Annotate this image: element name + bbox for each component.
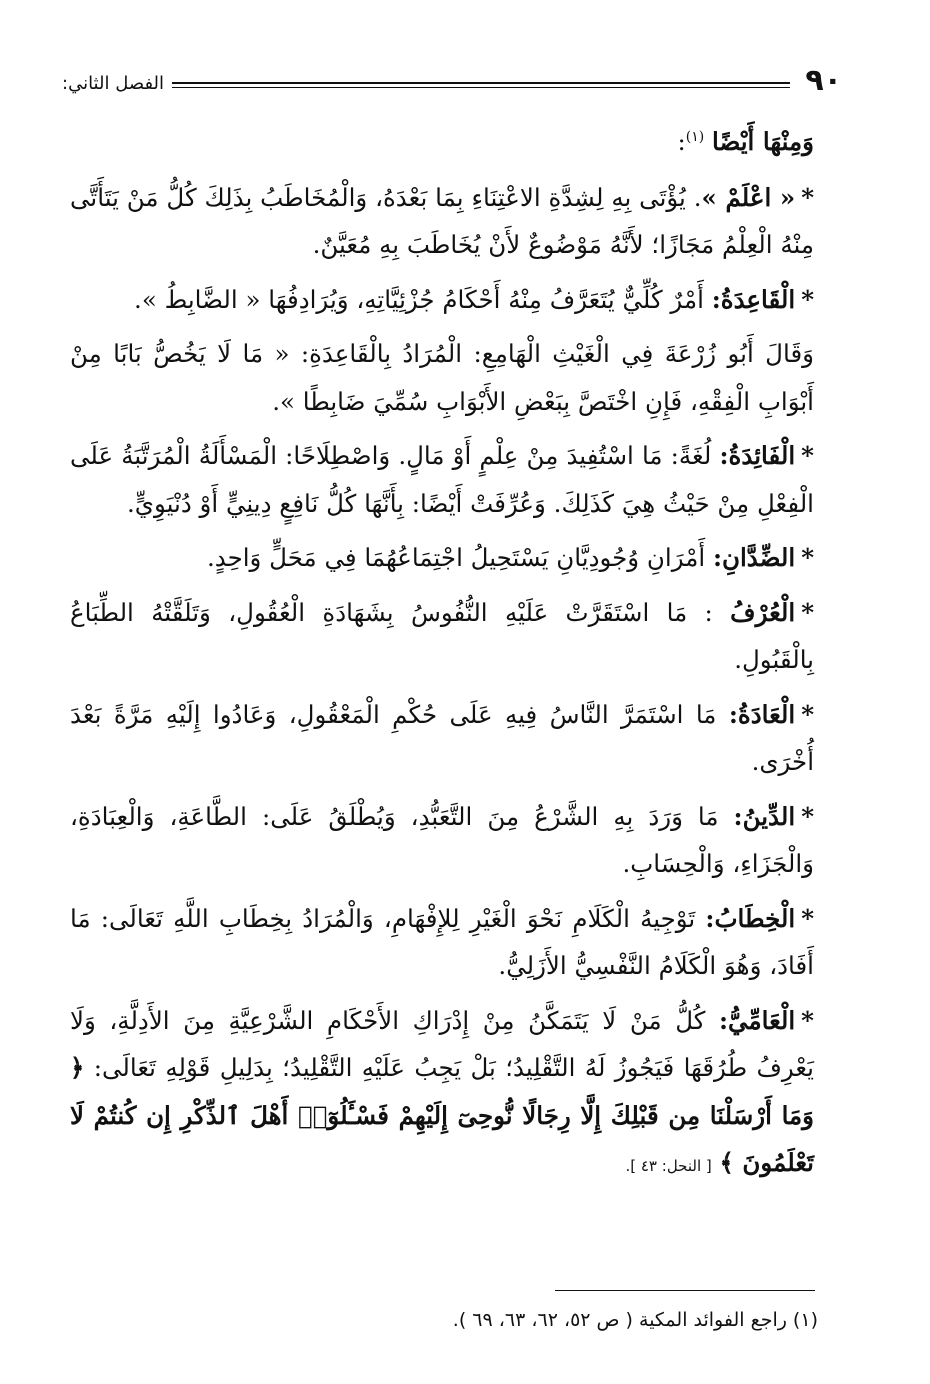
- entry-term: الْعُرْفُ: [730, 597, 796, 627]
- entry-text: مَا اسْتَمَرَّ النَّاسُ فِيهِ عَلَى حُكْمِ الْمَعْقُولِ، وَعَادُوا إِلَيْهِ مَرَّةً بَعْدَ أُخْرَى.: [70, 699, 814, 776]
- entry-bullet: *: [801, 1005, 814, 1035]
- running-header: [62, 62, 842, 102]
- entry-text: : مَا اسْتَقَرَّتْ عَلَيْهِ النُّفُوسُ بِشَهَادَةِ الْعُقُولِ، وَتَلَقَّتْهُ الطِّبَاعُ بِالْقَبُولِ.: [70, 597, 814, 674]
- entry-bullet: *: [801, 801, 814, 831]
- entry-ilam: [70, 174, 814, 269]
- entry-term: الدِّينُ:: [733, 801, 796, 831]
- verse-citation: [ النحل: ٤٣ ].: [625, 1157, 712, 1175]
- page-number: ٩٠: [805, 63, 842, 98]
- entry-ada: [70, 691, 814, 786]
- entry-bullet: *: [801, 903, 814, 933]
- entry-term: الْعَادَةُ:: [728, 699, 796, 729]
- quran-verse: ﴿ وَمَا أَرْسَلْنَا مِن قَبْلِكَ إِلَّا رِجَالًا نُّوحِىٓ إِلَيْهِمْ فَسْـَٔلُوٓا۟ أَهْلَ ٱلذِّكْرِ إِن كُنتُمْ لَا تَعْلَمُونَ ﴾: [70, 1053, 814, 1177]
- entry-diddan: [70, 534, 814, 582]
- entry-term: الْفَائِدَةُ:: [719, 441, 796, 470]
- entry-qaida-quote: [70, 330, 814, 425]
- entry-bullet: *: [801, 182, 814, 212]
- entry-bullet: *: [801, 441, 814, 470]
- intro-line: [70, 118, 814, 166]
- chapter-title: الفصل الثاني:: [62, 73, 165, 94]
- entry-din: [70, 793, 814, 888]
- entry-text: . يُؤْتَى بِهِ لِشِدَّةِ الاعْتِنَاءِ بِمَا بَعْدَهُ، وَالْمُخَاطَبُ بِذَلِكَ كُلُّ مَنْ يَتَأَتَّى مِنْهُ الْعِلْمُ مَجَازًا؛ لأَنَّهُ مَوْضُوعٌ لأَنْ يُخَاطَبَ بِهِ مُعَيَّنٌ.: [70, 182, 814, 259]
- entry-text: وَقَالَ أَبُو زُرْعَةَ فِي الْغَيْثِ الْهَامِعِ: الْمُرَادُ بِالْقَاعِدَةِ: « مَا لَا يَخُصُّ بَابًا مِنْ أَبْوَابِ الْفِقْهِ، فَإِنِ اخْتَصَّ بِبَعْضِ الأَبْوَابِ سُمِّيَ ضَابِطًا ».: [70, 339, 814, 416]
- entry-term: الْعَامِّيُّ:: [719, 1005, 796, 1035]
- entry-khitab: [70, 895, 814, 990]
- entry-term: « اعْلَمْ »: [701, 182, 796, 212]
- footnote: (١) راجع الفوائد المكية ( ص ٥٢، ٦٢، ٦٣، ٦٩ ).: [452, 1309, 818, 1331]
- header-rule: [172, 82, 790, 88]
- entry-faida: [70, 432, 814, 527]
- body-text: [70, 118, 814, 1198]
- entry-bullet: *: [801, 597, 814, 627]
- entry-text: كُلُّ مَنْ لَا يَتَمَكَّنُ مِنْ إِدْرَاكِ الأَحْكَامِ الشَّرْعِيَّةِ مِنَ الأَدِلَّةِ، وَلَا يَعْرِفُ طُرُقَهَا فَيَجُوزُ لَهُ التَّقْلِيدُ؛ بَلْ يَجِبُ عَلَيْهِ التَّقْلِيدُ؛ بِدَلِيلِ قَوْلِهِ تَعَالَى:: [70, 1005, 814, 1082]
- entry-bullet: *: [801, 284, 814, 314]
- entry-term: الضِّدَّانِ:: [712, 543, 796, 572]
- entry-bullet: *: [801, 699, 814, 729]
- entry-bullet: *: [801, 543, 814, 572]
- entry-qaida: [70, 276, 814, 324]
- entry-ammi: [70, 997, 814, 1191]
- entry-term: الْقَاعِدَةُ:: [711, 284, 796, 314]
- footnote-reference[interactable]: (١): [685, 128, 705, 145]
- intro-tail: :: [677, 127, 686, 156]
- entry-urf: [70, 589, 814, 684]
- entry-term: الْخِطَابُ:: [705, 903, 796, 933]
- entry-text: لُغَةً: مَا اسْتُفِيدَ مِنْ عِلْمٍ أَوْ مَالٍ. وَاصْطِلَاحًا: الْمَسْأَلَةُ الْمُرَتَّبَةُ عَلَى الْفِعْلِ مِنْ حَيْثُ هِيَ كَذَلِكَ. وَعُرِّفَتْ أَيْضًا: بِأَنَّهَا كُلُّ نَافِعٍ دِينِيٍّ أَوْ دُنْيَوِيٍّ.: [70, 441, 814, 518]
- footnote-separator: [555, 1290, 815, 1291]
- intro-lead: وَمِنْهَا أَيْضًا: [712, 127, 814, 156]
- entry-text: تَوْجِيهُ الْكَلَامِ نَحْوَ الْغَيْرِ لِلإِفْهَامِ، وَالْمُرَادُ بِخِطَابِ اللَّهِ تَعَالَى: مَا أَفَادَ، وَهُوَ الْكَلَامُ النَّفْسِيُّ الأَزَلِيُّ.: [70, 903, 814, 980]
- entry-text: أَمْرٌ كُلِّيٌّ يُتَعَرَّفُ مِنْهُ أَحْكَامُ جُزْئِيَّاتِهِ، وَيُرَادِفُهَا « الضَّابِطُ ».: [134, 284, 704, 314]
- entry-text: أَمْرَانِ وُجُودِيَّانِ يَسْتَحِيلُ اجْتِمَاعُهُمَا فِي مَحَلٍّ وَاحِدٍ.: [206, 543, 706, 572]
- entry-text: مَا وَرَدَ بِهِ الشَّرْعُ مِنَ التَّعَبُّدِ، وَيُطْلَقُ عَلَى: الطَّاعَةِ، وَالْعِبَادَةِ، وَالْجَزَاءِ، وَالْحِسَابِ.: [70, 801, 814, 878]
